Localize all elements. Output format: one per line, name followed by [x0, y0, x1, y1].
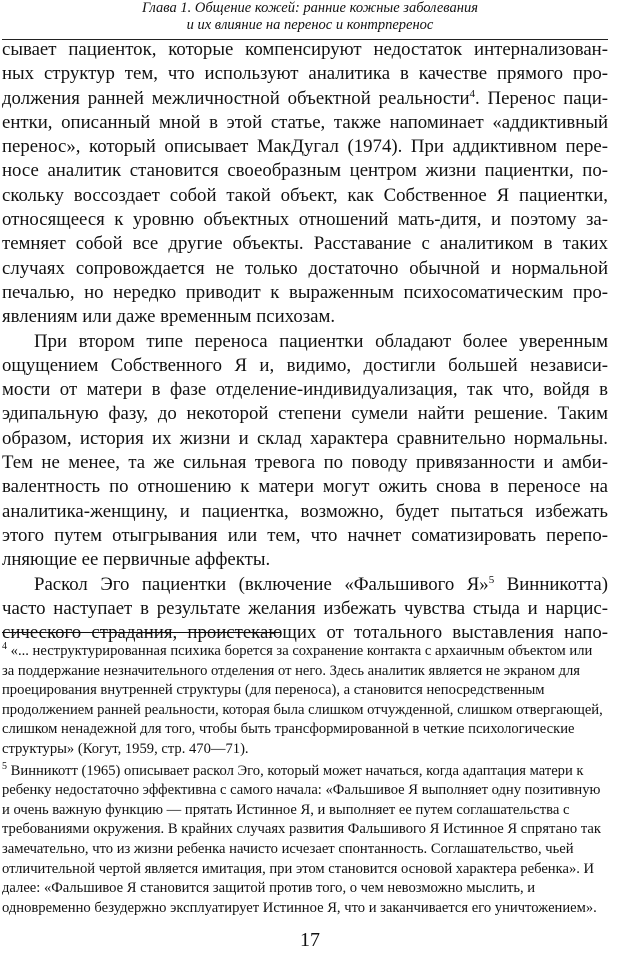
text-line: Тем не менее, та же сильная тревога по поводу привязанности и амби-	[2, 452, 608, 474]
text-line: ентки, описанный мной в этой статье, также напоминает «аддиктивный	[2, 111, 608, 133]
text-line: носе аналитик становится своеобразным центром жизни пациентки, по-	[2, 160, 608, 182]
footnote-4	[2, 642, 608, 760]
text-line	[2, 573, 608, 597]
running-header-line-1: Глава 1. Общение кожей: ранние кожные заболевания	[142, 0, 478, 16]
text-line: образом, история их жизни и склад характера сравнительно нормальны.	[2, 427, 608, 449]
footnote-5	[2, 762, 608, 919]
footnote-text: «... неструктурированная психика борется за сохранение контакта с архаичным объектом или за поддержание незначительного отделения от него. Здесь аналитик является не экраном для проецирования внутренней структуры (для переноса), а становится непосредственным продолжением ранней реальности, которая была слишком отчужденной, слишком отвергающей, слишком ненадежной для того, чтобы быть трансформированной в четкие психологические структуры» (Когут, 1959, стр. 470—71).	[2, 643, 603, 757]
paragraph-1	[2, 38, 608, 330]
text-line: перенос», который описывает МакДугал (1974). При аддиктивном пере-	[2, 136, 608, 158]
footnote-ref-5: 5	[488, 573, 495, 586]
footnotes	[2, 642, 608, 918]
text-line	[2, 87, 608, 111]
text-run: Раскол Эго пациентки (включение «Фальшивого Я»	[34, 573, 489, 595]
footnote-mark: 5	[2, 760, 7, 772]
text-line: ных структур тем, что используют аналитика в качестве прямого про-	[2, 63, 608, 85]
footnote-mark: 4	[2, 641, 7, 652]
text-line: эдипальную фазу, до некоторой степени сумели найти решение. Таким	[2, 403, 608, 425]
text-line: мости от матери в фазе отделение-индивидуализация, так что, войдя в	[2, 379, 608, 401]
text-line: аналитика-женщину, и пациентка, возможно, будет пытаться избежать	[2, 500, 608, 522]
paragraph-3	[2, 573, 608, 646]
footnote-text: Винникотт (1965) описывает раскол Эго, который может начаться, когда адаптация матери к ребенку недостаточно эффективна с самого начала: «Фальшивое Я выполняет одну позитивную и очень важную функцию — прятать Истинное Я, и выполняет ее путем соглашательства с требованиями окружения. В крайних случаях развития Фальшивого Я Истинное Я спрятано так замечательно, что из жизни ребенка начисто исчезает спонтанность. Соглашательство, чьей отличительной чертой является имитация, при этом становится основой характера ребенка». И далее: «Фальшивое Я становится защитой против того, о чем невозможно мыслить, и одновременно безудержно эксплуатирует Истинное Я, что и заканчивается его уничтожением».	[2, 762, 601, 916]
footnote-ref-4: 4	[469, 87, 475, 100]
text-line: явлениям или даже временным психозам.	[2, 306, 336, 328]
text-line: относящееся к уровню объектных отношений мать-дитя, и поэтому за-	[2, 209, 608, 231]
running-header	[0, 0, 620, 34]
text-line: сывает пациенток, которые компенсируют недостаток интернализован-	[2, 39, 608, 60]
text-line: печалью, но нередко приводит к выраженным психосоматическим про-	[2, 281, 608, 303]
main-text	[2, 38, 608, 645]
text-line: темняет собой все другие объекты. Расставание с аналитиком в таких	[2, 233, 608, 255]
text-run: Винникотта)	[494, 573, 608, 595]
text-line: этого путем отыгрывания или тем, что начнет соматизировать перепо-	[2, 524, 608, 546]
text-line: ощущением Собственного Я и, видимо, достигли большей независи-	[2, 354, 608, 376]
text-line: При втором типе переноса пациентки обладают более уверенным	[34, 330, 608, 352]
text-line: сического страдания, проистекающих от тотального выставления напо-	[2, 622, 608, 644]
paragraph-2	[2, 330, 608, 573]
text-run: . Перенос паци-	[475, 87, 609, 109]
page-number: 17	[300, 929, 320, 951]
text-run: должения ранней межличностной объектной реальности	[2, 87, 470, 109]
text-line: валентность по отношению к матери могут ожить снова в переносе на	[2, 476, 608, 498]
text-line: скольку воссоздает собой такой объект, как Собственное Я пациентки,	[2, 184, 608, 206]
text-line: лняющие ее первичные аффекты.	[2, 549, 271, 571]
text-line: случаях сопровождается не только достаточно обычной и нормальной	[2, 257, 608, 279]
running-header-line-2: и их влияние на перенос и контрперенос	[186, 17, 434, 33]
footnote-rule	[2, 632, 280, 633]
text-line: часто наступает в результате желания избежать чувства стыда и нарцис-	[2, 597, 608, 619]
